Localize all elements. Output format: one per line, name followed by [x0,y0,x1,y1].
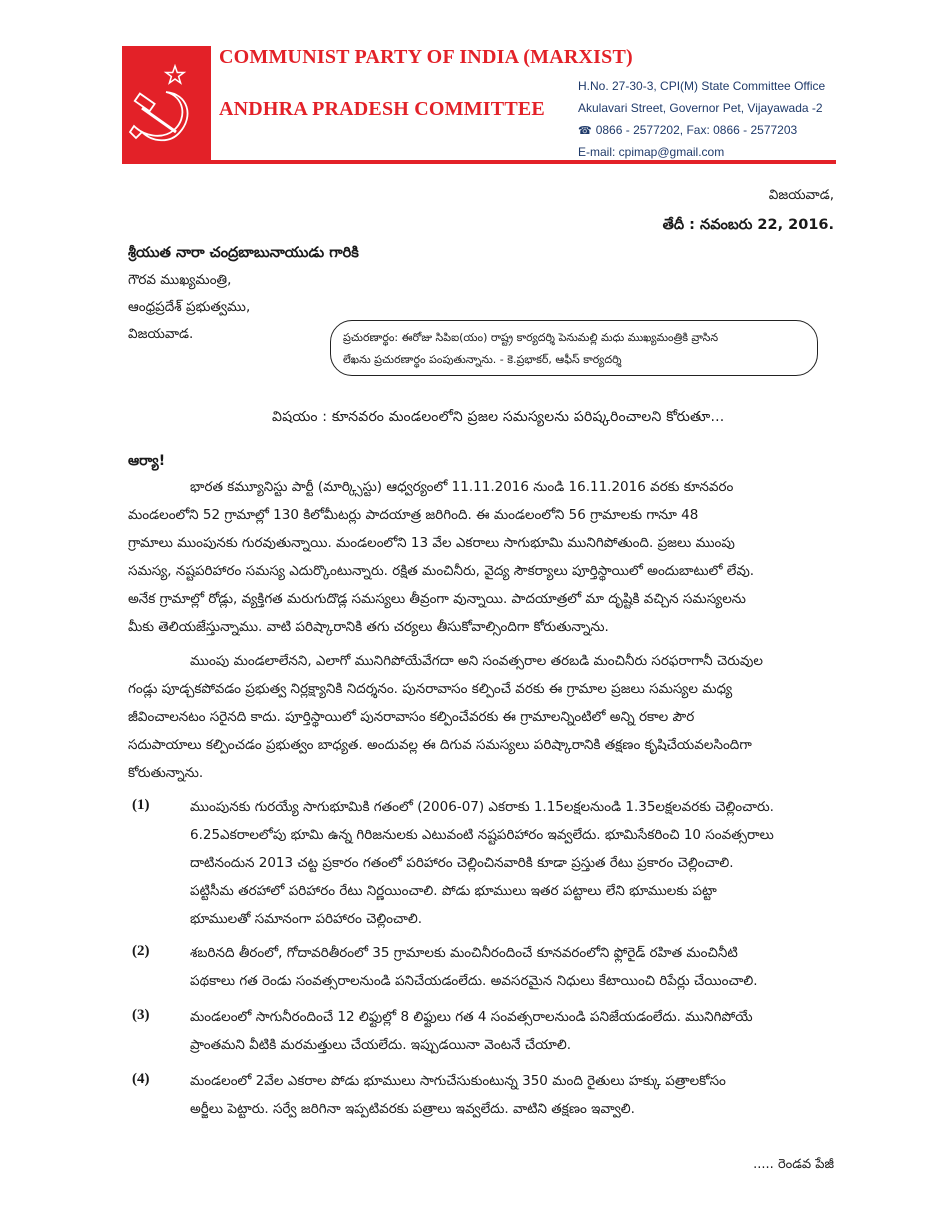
address-line-2: Akulavari Street, Governor Pet, Vijayawada -2 [578,101,823,115]
item-number: (4) [132,1071,150,1087]
press-note-box [330,320,818,376]
recipient-line-3: విజయవాడ. [128,326,194,342]
party-name: COMMUNIST PARTY OF INDIA (MARXIST) [219,46,633,68]
paragraph-2-line: సదుపాయాలు కల్పించడం ప్రభుత్వం బాధ్యత. అందువల్ల ఈ దిగువ సమస్యలు పరిష్కారానికి తక్షణం కృషిచేయవలసిందిగా [128,737,752,753]
header-divider [122,160,836,164]
paragraph-1-line: మీకు తెలియజేస్తున్నాము. వాటి పరిష్కారానికి తగు చర్యలు తీసుకోవాల్సిందిగా కోరుతున్నాను. [128,619,609,635]
recipient-line-2: ఆంధ్రప్రదేశ్ ప్రభుత్వము, [128,299,251,315]
phone-text: 0866 - 2577202, Fax: 0866 - 2577203 [595,123,798,137]
paragraph-2-line: కోరుతున్నాను. [128,765,204,781]
item-number: (2) [132,943,150,959]
press-note-line-2: లేఖను ప్రచురణార్థం పంపుతున్నాను. - కె.ప్రభాకర్, ఆఫీస్ కార్యదర్శి [343,353,622,366]
paragraph-2-line: జీవించాలనటం సరైనది కాదు. పూర్తిస్థాయిలో పునరావాసం కల్పించేవరకు ఈ గ్రామాలన్నింటిలో అన్ని రకాల పౌర [128,709,695,725]
recipient-salutation: శ్రీయుత నారా చంద్రబాబునాయుడు గారికి [128,245,359,261]
letter-subject: విషయం : కూనవరం మండలంలోని ప్రజల సమస్యలను పరిష్కరించాలని కోరుతూ... [272,409,725,425]
press-note-line-1: ప్రచురణార్థం: ఈరోజు సిపిఐ(యం) రాష్ట్ర కార్యదర్శి పెనుమల్లి మధు ముఖ్యమంత్రికి వ్రాసిన [343,331,719,344]
paragraph-1-line: భారత కమ్యూనిస్టు పార్టీ (మార్క్సిస్టు) ఆధ్వర్యంలో 11.11.2016 నుండి 16.11.2016 వరకు కూనవరం [190,479,734,495]
item-number: (3) [132,1007,150,1023]
item-line: ప్రాంతమని వీటికి మరమత్తులు చేయలేదు. ఇప్పుడయినా వెంటనే చేయాలి. [190,1037,572,1053]
item-line: మండలంలో సాగునీరందించే 12 లిఫ్టుల్లో 8 లిఫ్టులు గత 4 సంవత్సరాలనుండి పనిజేయడంలేదు. మునిగిపోయే [190,1009,753,1025]
paragraph-1-line: గ్రామాలు ముంపునకు గురవుతున్నాయి. మండలంలోని 13 వేల ఎకరాలు సాగుభూమి మునిగిపోతుంది. ప్రజలు ముంపు [128,535,735,551]
item-line: అర్జీలు పెట్టారు. సర్వే జరిగినా ఇప్పటివరకు పత్రాలు ఇవ్వలేదు. వాటిని తక్షణం ఇవ్వాలి. [190,1101,635,1117]
item-line: దాటినందున 2013 చట్ట ప్రకారం గతంలో పరిహారం చెల్లించినవారికి కూడా ప్రస్తుత రేటు ప్రకారం చెల్లించాలి. [190,855,734,871]
item-line: మండలంలో 2వేల ఎకరాల పోడు భూములు సాగుచేసుకుంటున్న 350 మంది రైతులు హక్కు పత్రాలకోసం [190,1073,726,1089]
item-line: శబరినది తీరంలో, గోదావరితీరంలో 35 గ్రామాలకు మంచినీరందించే కూనవరంలోని ఫ్లోరైడ్ రహిత మంచినీటి [190,945,738,961]
recipient-line-1: గౌరవ ముఖ్యమంత్రి, [128,272,232,288]
item-line: 6.25ఎకరాలలోపు భూమి ఉన్న గిరిజనులకు ఎటువంటి నష్టపరిహారం ఇవ్వలేదు. భూమిసేకరించి 10 సంవత్సరాలు [190,827,774,843]
phone-line [578,123,797,137]
item-line: ముంపునకు గురయ్యే సాగుభూమికి గతంలో (2006-07) ఎకరాకు 1.15లక్షలనుండి 1.35లక్షలవరకు చెల్లించారు. [190,799,774,815]
item-number: (1) [132,797,150,813]
party-logo [122,46,211,163]
paragraph-1-line: అనేక గ్రామాల్లో రోడ్లు, వ్యక్తిగత మరుగుదొడ్ల సమస్యలు తీవ్రంగా వున్నాయి. పాదయాత్రలో మా దృష్టికి వచ్చిన సమస్యలను [128,591,746,607]
paragraph-2-line: గండ్లు పూడ్చకపోవడం ప్రభుత్వ నిర్లక్ష్యానికి నిదర్శనం. పునరావాసం కల్పించే వరకు ఈ గ్రామాల ప్రజలు సమస్యల మధ్య [128,681,733,697]
letter-greeting: ఆర్యా! [128,453,166,469]
hammer-sickle-star-icon [122,46,211,163]
paragraph-2-line: ముంపు మండలాలేనని, ఎలాగో మునిగిపోయేవేగదా అని సంవత్సరాల తరబడి మంచినీరు సరఫరాగానీ చెరువుల [190,653,763,669]
item-line: భూములతో సమానంగా పరిహారం చెల్లించాలి. [190,911,423,927]
committee-name: ANDHRA PRADESH COMMITTEE [219,98,545,120]
paragraph-1-line: సమస్య, నష్టపరిహారం సమస్య ఎదుర్కొంటున్నారు. రక్షిత మంచినీరు, వైద్య సౌకర్యాలు పూర్తిస్థాయిలో అందుబాటులో లేవు. [128,563,755,579]
letter-date: తేదీ : నవంబరు 22, 2016. [662,217,834,233]
next-page-marker: ..... రెండవ పేజీ [753,1157,834,1172]
letter-place: విజయవాడ, [768,187,834,203]
email-line: E-mail: cpimap@gmail.com [578,145,725,159]
paragraph-1-line: మండలంలోని 52 గ్రామాల్లో 130 కిలోమీటర్లు పాదయాత్ర జరిగింది. ఈ మండలంలోని 56 గ్రామాలకు గానూ 48 [128,507,699,523]
telephone-icon: ☎ [578,125,592,137]
item-line: పట్టిసీమ తరహాలో పరిహారం రేటు నిర్ణయించాలి. పోడు భూములు ఇతర పట్టాలు లేని భూములకు పట్టా [190,883,717,899]
address-line-1: H.No. 27-30-3, CPI(M) State Committee Office [578,79,826,93]
item-line: పథకాలు గత రెండు సంవత్సరాలనుండి పనిచేయడంలేదు. అవసరమైన నిధులు కేటాయించి రిపేర్లు చేయించాలి. [190,973,758,989]
